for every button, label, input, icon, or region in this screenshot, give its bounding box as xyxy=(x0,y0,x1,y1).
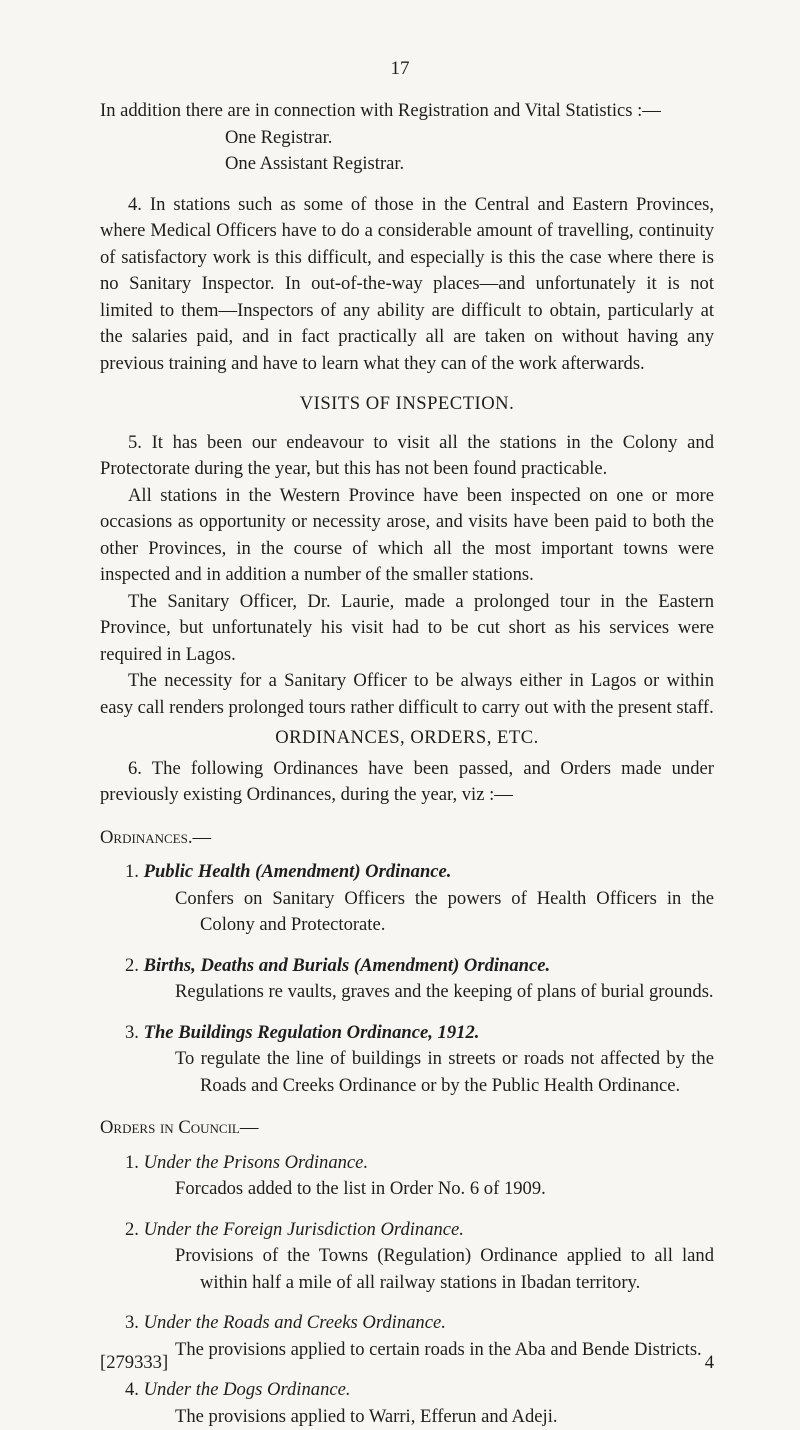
printer-signature: [279333] xyxy=(100,1352,168,1374)
orders-in-council-label: Orders in Council— xyxy=(100,1115,714,1142)
order-item xyxy=(125,1377,714,1430)
order-title: Under the Prisons Ordinance. xyxy=(144,1152,368,1173)
ordinances-label: Ordinances.— xyxy=(100,825,714,852)
ordinance-item xyxy=(125,859,714,939)
order-description: Forcados added to the list in Order No. 6 of 1909. xyxy=(175,1176,714,1203)
order-title: Under the Dogs Ordinance. xyxy=(144,1379,351,1400)
page-footer xyxy=(100,1352,714,1374)
ordinance-title: Births, Deaths and Burials (Amendment) Ordinance. xyxy=(144,955,551,976)
ordinance-description: Regulations re vaults, graves and the keeping of plans of burial grounds. xyxy=(175,979,714,1006)
order-number: 3. xyxy=(125,1312,139,1333)
order-number: 2. xyxy=(125,1219,139,1240)
order-description: The provisions applied to certain roads in the Aba and Bende Districts. xyxy=(175,1337,714,1364)
ordinance-description: Confers on Sanitary Officers the powers of Health Officers in the Colony and Protectorate. xyxy=(175,886,714,939)
order-number: 4. xyxy=(125,1379,139,1400)
order-item xyxy=(125,1150,714,1203)
order-description: The provisions applied to Warri, Efferun and Adeji. xyxy=(175,1404,714,1430)
intro-line: In addition there are in connection with Registration and Vital Statistics :— xyxy=(100,98,714,125)
paragraph-western-province: All stations in the Western Province have been inspected on one or more occasions as opportunity or necessity arose, and visits have been paid to both the other Provinces, in the course of which all the most important towns were inspected and in addition a number of the smaller stations. xyxy=(100,483,714,589)
ordinance-description: To regulate the line of buildings in streets or roads not affected by the Roads and Creeks Ordinance or by the Public Health Ordinance. xyxy=(175,1046,714,1099)
ordinance-item xyxy=(125,1020,714,1100)
ordinance-number: 3. xyxy=(125,1022,139,1043)
orders-list xyxy=(100,1150,714,1430)
heading-visits-of-inspection: VISITS OF INSPECTION. xyxy=(100,391,714,418)
ordinance-number: 1. xyxy=(125,861,139,882)
paragraph-6: 6. The following Ordinances have been passed, and Orders made under previously existing Ordinances, during the year, viz :— xyxy=(100,756,714,809)
order-item xyxy=(125,1217,714,1297)
order-title: Under the Foreign Jurisdiction Ordinance. xyxy=(144,1219,464,1240)
paragraph-4: 4. In stations such as some of those in the Central and Eastern Provinces, where Medical Officers have to do a considerable amount of travelling, continuity of satisfactory work is this difficult, and especially is this the case where there is no Sanitary Inspector. In out-of-the-way places—and unfortunately it is not limited to them—Inspectors of any ability are difficult to obtain, particularly at the salaries paid, and in fact practically all are taken on without having any previous training and have to learn what they can of the work afterwards. xyxy=(100,192,714,378)
staff-assistant-registrar: One Assistant Registrar. xyxy=(225,151,714,178)
heading-ordinances-orders: ORDINANCES, ORDERS, ETC. xyxy=(100,725,714,752)
paragraph-5: 5. It has been our endeavour to visit all the stations in the Colony and Protectorate during the year, but this has not been found practicable. xyxy=(100,430,714,483)
paragraph-sanitary-officer-necessity: The necessity for a Sanitary Officer to be always either in Lagos or within easy call renders prolonged tours rather difficult to carry out with the present staff. xyxy=(100,668,714,721)
sheet-number: 4 xyxy=(705,1352,714,1374)
order-number: 1. xyxy=(125,1152,139,1173)
order-title: Under the Roads and Creeks Ordinance. xyxy=(144,1312,446,1333)
ordinance-number: 2. xyxy=(125,955,139,976)
ordinances-list xyxy=(100,859,714,1099)
ordinance-title: Public Health (Amendment) Ordinance. xyxy=(144,861,452,882)
order-description: Provisions of the Towns (Regulation) Ordinance applied to all land within half a mile of all railway stations in Ibadan territory. xyxy=(175,1243,714,1296)
page-body xyxy=(100,98,714,1430)
staff-registrar: One Registrar. xyxy=(225,125,714,152)
paragraph-sanitary-officer-tour: The Sanitary Officer, Dr. Laurie, made a prolonged tour in the Eastern Province, but unfortunately his visit had to be cut short as his services were required in Lagos. xyxy=(100,589,714,669)
ordinance-item xyxy=(125,953,714,1006)
ordinance-title: The Buildings Regulation Ordinance, 1912. xyxy=(144,1022,480,1043)
page-number: 17 xyxy=(0,58,800,80)
